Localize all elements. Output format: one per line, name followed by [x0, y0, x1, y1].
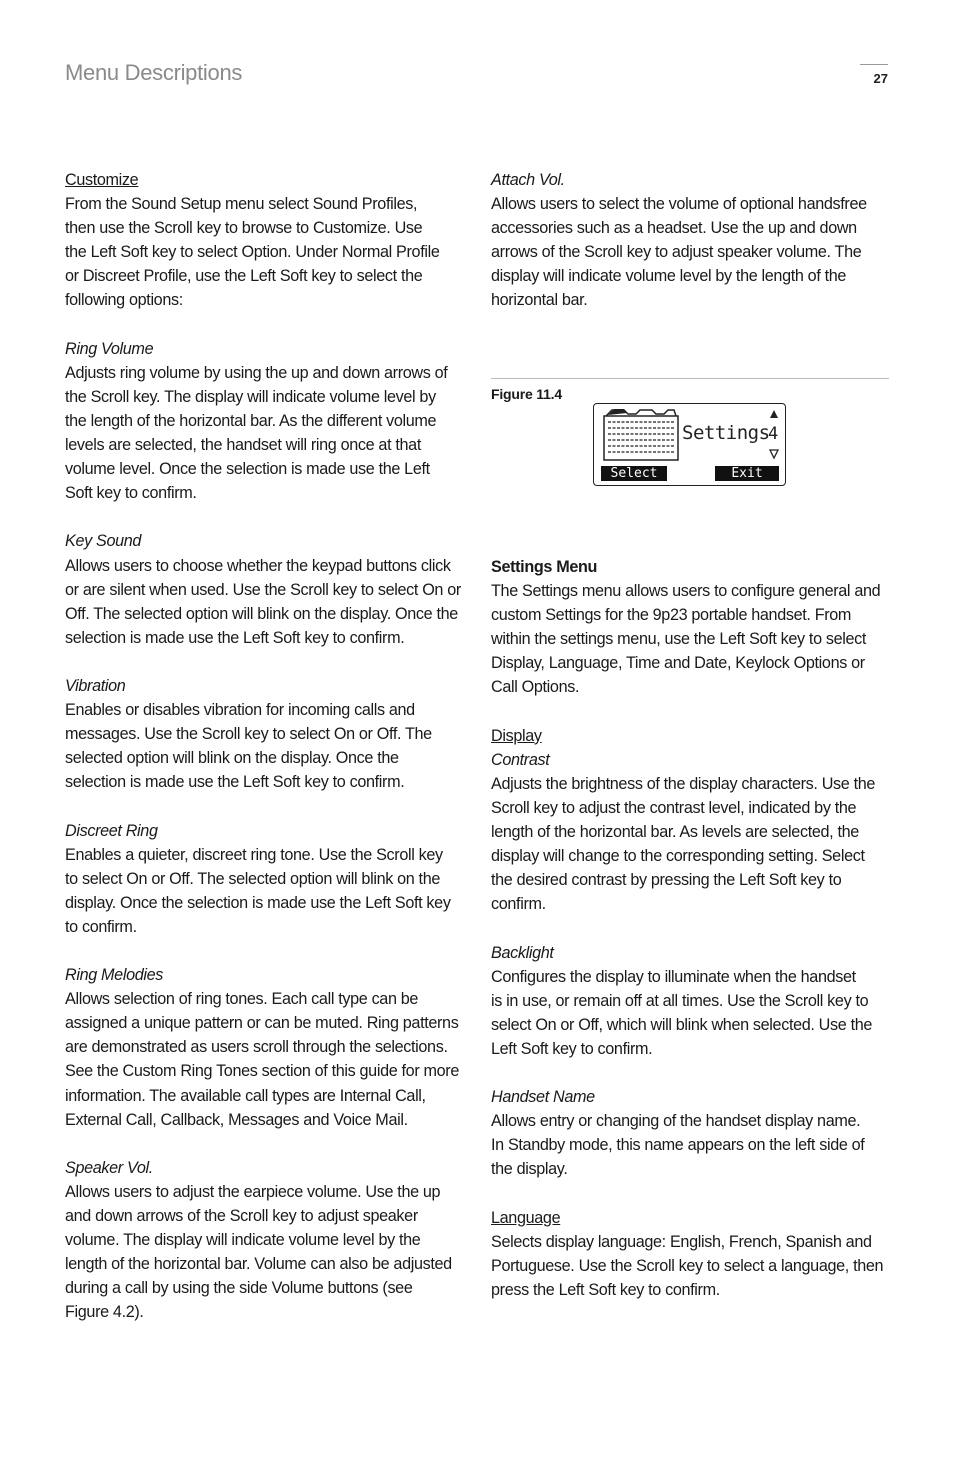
body-line: following options: [65, 291, 183, 310]
section-language [491, 1206, 891, 1302]
subsection-heading: Discreet Ring [65, 821, 158, 840]
body-line: confirm. [491, 895, 546, 914]
page-header-title: Menu Descriptions [65, 60, 243, 85]
body-line: selection is made use the Left Soft key to confirm. [65, 628, 405, 647]
body-line: External Call, Callback, Messages and Voice Mail. [65, 1110, 408, 1129]
section-heading: Display [491, 726, 542, 745]
body-line: length of the horizontal bar. Volume can also be adjusted [65, 1255, 452, 1274]
lcd-menu-title: Settings [682, 422, 770, 444]
body-line: Allows entry or changing of the handset display name. [491, 1112, 861, 1131]
handset-lcd-figure [593, 403, 786, 486]
body-line: the display. [491, 1160, 568, 1179]
body-line: See the Custom Ring Tones section of this guide for more [65, 1062, 460, 1081]
body-line: or are silent when used. Use the Scroll key to select On or [65, 580, 461, 599]
body-line: selected option will blink on the display. Once the [65, 749, 399, 768]
body-line: the Left Soft key to select Option. Under Normal Profile [65, 243, 440, 262]
subsection-heading: Attach Vol. [491, 171, 565, 189]
body-line: Enables or disables vibration for incoming calls and [65, 701, 415, 720]
subsection-heading: Vibration [65, 676, 126, 695]
section-vibration [65, 674, 465, 794]
section-discreet-ring [65, 819, 465, 939]
body-line: to confirm. [65, 917, 137, 936]
subsection-heading: Speaker Vol. [65, 1158, 153, 1177]
body-line: within the settings menu, use the Left Soft key to select [491, 630, 867, 649]
body-line: Left Soft key to confirm. [491, 1039, 653, 1058]
subsection-heading: Ring Volume [65, 339, 154, 358]
figure-label: Figure 11.4 [491, 386, 562, 402]
body-line: display will change to the corresponding setting. Select [491, 847, 865, 866]
body-line: are demonstrated as users scroll through the selections. [65, 1038, 448, 1057]
body-line: accessories such as a headset. Use the up and down [491, 219, 857, 238]
scroll-up-icon [770, 410, 778, 418]
lcd-menu-index: 4 [768, 424, 779, 444]
body-line: Scroll key to adjust the contrast level, indicated by the [491, 798, 857, 817]
section-heading: Language [491, 1208, 561, 1227]
section-ring-melodies [65, 963, 465, 1132]
body-line: volume. The display will indicate volume level by the [65, 1231, 421, 1250]
right-column-bottom [491, 555, 891, 1302]
subsection-heading: Key Sound [65, 532, 142, 551]
subsection-heading: Handset Name [491, 1088, 595, 1107]
scroll-down-icon [770, 450, 778, 458]
section-display [491, 724, 891, 917]
figure-divider [491, 378, 889, 379]
body-line: or Discreet Profile, use the Left Soft key to select the [65, 267, 423, 286]
body-line: length of the horizontal bar. As levels are selected, the [491, 823, 859, 842]
body-line: Allows users to adjust the earpiece volume. Use the up [65, 1182, 441, 1201]
body-line: The Settings menu allows users to configure general and [491, 582, 881, 601]
body-line: the Scroll key. The display will indicate volume level by [65, 387, 436, 406]
body-line: horizontal bar. [491, 291, 588, 310]
body-line: is in use, or remain off at all times. Use the Scroll key to [491, 991, 869, 1010]
body-line: Enables a quieter, discreet ring tone. Use the Scroll key [65, 845, 443, 864]
body-line: information. The available call types are Internal Call, [65, 1086, 426, 1105]
section-ring-volume [65, 337, 465, 506]
body-line: display will indicate volume level by the length of the [491, 267, 847, 286]
exit-softkey: Exit [715, 466, 779, 481]
subsection-heading: Backlight [491, 943, 554, 962]
subsection-heading: Contrast [491, 750, 550, 769]
body-line: levels are selected, the handset will ring once at that [65, 436, 421, 455]
section-customize [65, 168, 465, 313]
section-key-sound [65, 529, 465, 649]
body-line: the length of the horizontal bar. As the different volume [65, 411, 437, 430]
body-line: custom Settings for the 9p23 portable handset. From [491, 606, 852, 625]
body-line: Soft key to confirm. [65, 484, 197, 503]
body-line: press the Left Soft key to confirm. [491, 1280, 720, 1299]
section-settings-menu [491, 555, 891, 700]
section-backlight [491, 941, 891, 1061]
body-line: Allows users to select the volume of optional handsfree [491, 195, 867, 214]
section-handset-name [491, 1085, 891, 1181]
body-line: selection is made use the Left Soft key to confirm. [65, 773, 405, 792]
body-line: Call Options. [491, 678, 580, 697]
body-line: during a call by using the side Volume buttons (see [65, 1279, 413, 1298]
body-line: In Standby mode, this name appears on the left side of [491, 1136, 865, 1155]
page-number: 27 [860, 64, 888, 86]
body-line: Selects display language: English, French, Spanish and [491, 1232, 872, 1251]
body-line: Portuguese. Use the Scroll key to select a language, then [491, 1256, 884, 1275]
body-line: Adjusts ring volume by using the up and down arrows of [65, 363, 448, 382]
body-line: select On or Off, which will blink when selected. Use the [491, 1015, 873, 1034]
body-line: From the Sound Setup menu select Sound Profiles, [65, 195, 418, 214]
body-line: messages. Use the Scroll key to select On or Off. The [65, 725, 432, 744]
body-line: arrows of the Scroll key to adjust speaker volume. The [491, 243, 862, 262]
select-softkey: Select [601, 466, 667, 481]
subsection-heading: Ring Melodies [65, 966, 164, 985]
section-attach-vol [491, 168, 891, 313]
body-line: assigned a unique pattern or can be muted. Ring patterns [65, 1014, 459, 1033]
body-line: then use the Scroll key to browse to Customize. Use [65, 219, 423, 238]
body-line: the desired contrast by pressing the Left Soft key to [491, 871, 842, 890]
body-line: and down arrows of the Scroll key to adjust speaker [65, 1207, 418, 1226]
body-line: Allows users to choose whether the keypad buttons click [65, 556, 451, 575]
body-line: Off. The selected option will blink on the display. Once the [65, 604, 458, 623]
left-column [65, 168, 465, 1325]
body-line: Adjusts the brightness of the display characters. Use the [491, 774, 876, 793]
section-speaker-vol [65, 1156, 465, 1325]
body-line: display. Once the selection is made use the Left Soft key [65, 893, 451, 912]
body-line: Configures the display to illuminate when the handset [491, 967, 856, 986]
right-column-top [491, 168, 891, 313]
body-line: to select On or Off. The selected option will blink on the [65, 869, 441, 888]
body-line: volume level. Once the selection is made use the Left [65, 460, 430, 479]
body-line: Figure 4.2). [65, 1303, 144, 1322]
section-heading: Settings Menu [491, 558, 598, 576]
section-heading: Customize [65, 171, 139, 189]
body-line: Display, Language, Time and Date, Keylock Options or [491, 654, 865, 673]
body-line: Allows selection of ring tones. Each call type can be [65, 990, 419, 1009]
